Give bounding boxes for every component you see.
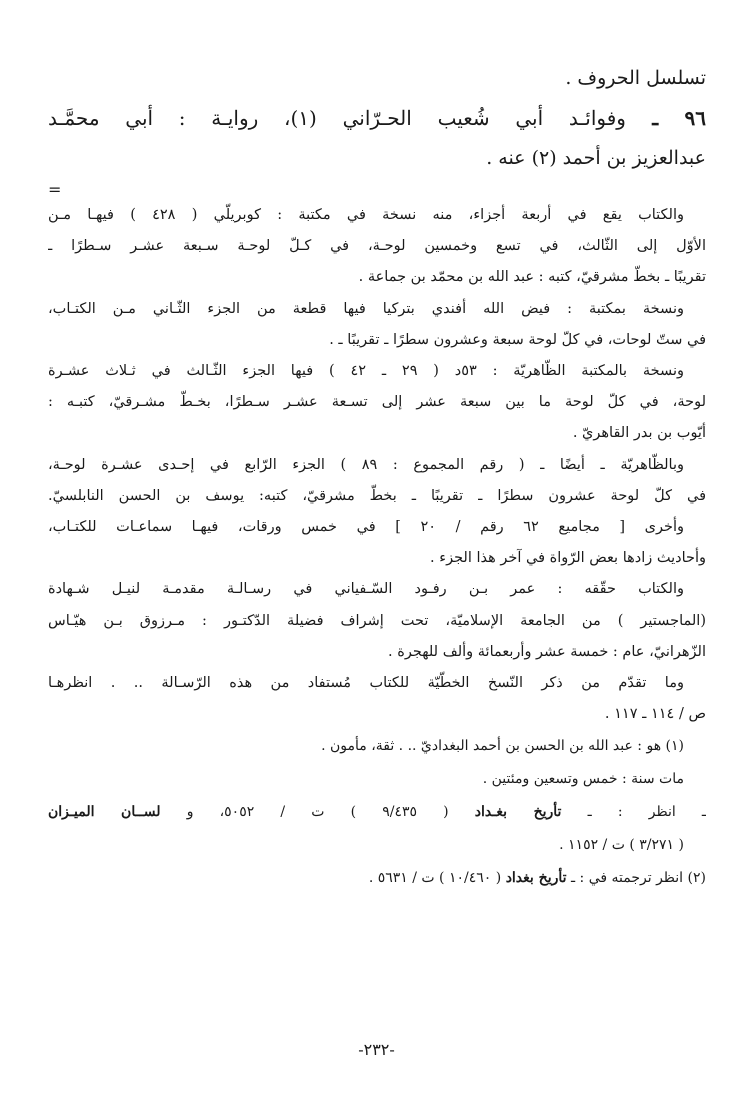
- para1-line1: والكتاب يقع في أربعة أجزاء، منه نسخة في مكتبة : كوبريلّي ( ٤٢٨ ) فيهـا مـن: [48, 207, 684, 223]
- para5-line2: وأحاديث زادها بعض الرّواة في آخر هذا الجزء .: [430, 550, 706, 567]
- entry-number: ٩٦ ـ: [652, 106, 706, 130]
- footnote-1-ref-tarikh: تأريخ بغـداد: [474, 804, 562, 821]
- entry-heading: [48, 98, 706, 138]
- para7-line2: ص / ١١٤ ـ ١١٧ .: [604, 706, 706, 723]
- para1-line3: تقريبًا ـ بخطّ مشرقيّ، كتبه : عبد الله بن محمّد بن جماعة .: [358, 269, 706, 286]
- intro-line: تسلسل الحروف .: [565, 67, 706, 89]
- para7-line1: وما تقدّم من ذكر النّسخ الخطّيّة للكتاب مُستفاد من هذه الرّسـالة .. . انظرهـا: [48, 675, 684, 692]
- para4-line2: في كلّ لوحة عشرون سطرًا ـ تقريبًا ـ بخطّ مشرقيّ، كتبه: يوسف بن الحسن النابلسيّ.: [48, 487, 706, 504]
- document-page: [48, 58, 706, 895]
- footnote-2: [48, 862, 706, 895]
- para3-line3: أيّوب بن بدر القاهريّ .: [572, 425, 706, 442]
- footnote-1-ref-lisan: لســان الميـزان: [48, 804, 161, 821]
- para2-line1: ونسخة بمكتبة : فيض الله أفندي بتركيا فيها قطعة من الجزء الثّـاني مـن الكتـاب،: [48, 300, 684, 317]
- footnote-1-ref-detail: ( ٩/٤٣٥ ) ت / ٥٠٥٢، و: [186, 804, 449, 821]
- footnote-2-prefix: (٢) انظر ترجمته في : ـ: [571, 870, 706, 887]
- separator-mark: =: [48, 180, 62, 199]
- para3-line1: ونسخة بالمكتبة الظّاهريّة : ٥٣د ( ٢٩ ـ ٤٢ ) فيها الجزء الثّـالث في ثـلاث عشـرة: [48, 363, 684, 380]
- footnote-1-death: مات سنة : خمس وتسعين ومئتين .: [482, 771, 684, 788]
- para4-line1: وبالظّاهريّة ـ أيضًا ـ ( رقم المجموع : ٨٩ ) الجزء الرّابع في إحـدى عشـرة لوحـة،: [48, 456, 684, 473]
- entry-title-line1: وفوائـد أبي شُعيب الحـرّاني (١)، روايـة : أبي محمَّـد: [48, 106, 626, 130]
- para6-line1: والكتاب حقّقه : عمر بـن رفـود السّـفياني في رسـالـة مقدمـة لنيـل شـهادة: [48, 581, 684, 598]
- footnote-1-refs-cont: ( ٣/٢٧١ ) ت / ١١٥٢ .: [559, 837, 684, 854]
- para5-line1: وأخرى [ مجاميع ٦٢ رقم / ٢٠ ] في خمس ورقات، فيهـا سماعـات للكتـاب،: [48, 519, 685, 536]
- para3-line2: لوحة، في كلّ لوحة ما بين سبعة عشر إلى تسـعة عشـر سـطرًا، بخـطّ مشـرقيّ، كتبـه :: [48, 394, 706, 411]
- footnote-2-ref-detail: ( ١٠/٤٦٠ ) ت / ٥٦٣١ .: [368, 870, 502, 887]
- footnote-2-ref-tarikh: تأريخ بغداد: [505, 870, 567, 887]
- para1-line2: الأوّل إلى الثّالث، في تسع وخمسين لوحـة، في كـلّ لوحـة سـبعة عشـر سـطرًا ـ: [48, 238, 706, 255]
- entry-title-line2: عبدالعزيز بن أحمد (٢) عنه .: [486, 147, 706, 169]
- footnotes: [48, 730, 706, 895]
- para2-line2: في ستّ لوحات، في كلّ لوحة سبعة وعشرون سطرًا ـ تقريبًا ـ .: [329, 331, 706, 348]
- footnote-1: (١) هو : عبد الله بن الحسن بن أحمد البغداديّ .. . ثقة، مأمون .: [321, 738, 684, 755]
- para6-line3: الزّهرانيّ، عام : خمسة عشر وأربعمائة وألف للهجرة .: [388, 643, 706, 660]
- page-number: -٢٣٢-: [358, 1040, 395, 1059]
- footnote-1-refs-prefix: ـ انظر : ـ: [587, 804, 706, 821]
- para6-line2: (الماجستير ) من الجامعة الإسلاميّة، تحت إشراف فضيلة الدّكتـور : مـرزوق بـن هيّـاس: [48, 612, 706, 629]
- body-text: [48, 200, 706, 730]
- footnote-1-refs: [48, 796, 706, 829]
